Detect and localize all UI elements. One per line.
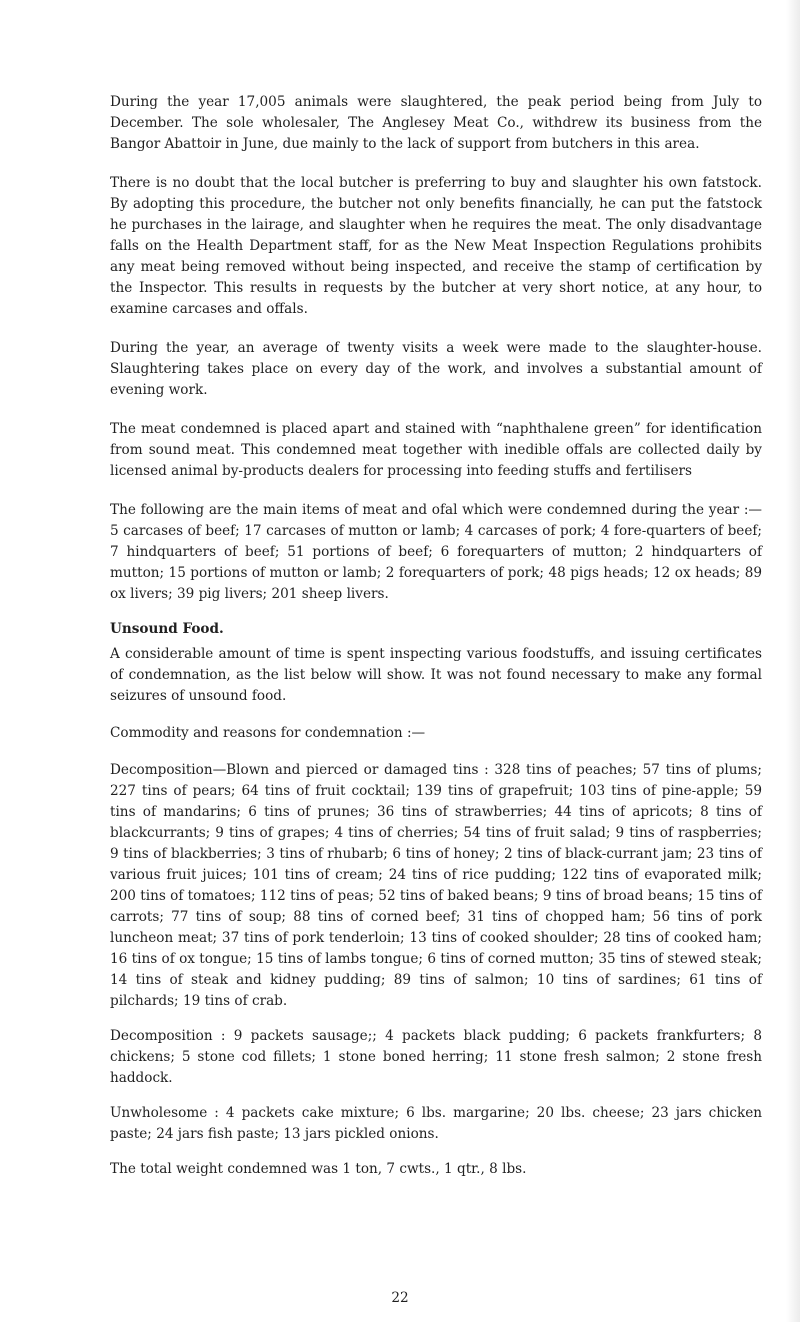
document-body <box>110 92 762 1180</box>
paragraph-visits: During the year, an average of twenty visits a week were made to the slaughter-house. Slaughtering takes place on every day of the work, and involves a substantial amount of evening work. <box>110 340 762 398</box>
paragraph-commodity-intro: Commodity and reasons for condemnation :— <box>110 725 426 741</box>
paragraph-decomposition-tins: Decomposition—Blown and pierced or damaged tins : 328 tins of peaches; 57 tins of plums; 227 tins of pears; 64 tins of fruit cocktail; 139 tins of grapefruit; 103 tins of pine-apple; 59 tins of mandarins; 6 tins of prunes; 36 tins of strawberries; 44 tins of apricots; 8 tins of blackcurrants; 9 tins of grapes; 4 tins of cherries; 54 tins of fruit salad; 9 tins of raspberries; 9 tins of blackberries; 3 tins of rhubarb; 6 tins of honey; 2 tins of black-currant jam; 23 tins of various fruit juices; 101 tins of cream; 24 tins of rice pudding; 122 tins of evaporated milk; 200 tins of tomatoes; 112 tins of peas; 52 tins of baked beans; 9 tins of broad beans; 15 tins of carrots; 77 tins of soup; 88 tins of corned beef; 31 tins of chopped ham; 56 tins of pork luncheon meat; 37 tins of pork tenderloin; 13 tins of cooked shoulder; 28 tins of cooked ham; 16 tins of ox tongue; 15 tins of lambs tongue; 6 tins of corned mutton; 35 tins of stewed steak; 14 tins of steak and kidney pudding; 89 tins of salmon; 10 tins of sardines; 61 tins of pilchards; 19 tins of crab. <box>110 762 762 1009</box>
page-number: 22 <box>391 1290 409 1306</box>
paragraph-local-butchers: There is no doubt that the local butcher is preferring to buy and slaughter his own fatstock. By adopting this procedure, the butcher not only benefits financially, he can put the fatstock he purchases in the lairage, and slaughter when he requires the meat. The only disadvantage falls on the Health Department staff, for as the New Meat Inspection Regulations prohibits any meat being removed without being inspected, and receive the stamp of certification by the Inspector. This results in requests by the butcher at very short notice, at any hour, to examine carcases and offals. <box>110 175 762 317</box>
paragraph-main-items: The following are the main items of meat and ofal which were condemned during the year :— 5 carcases of beef; 17 carcases of mutton or lamb; 4 carcases of pork; 4 fore-quarters of beef; 7 hindquarters of beef; 51 portions of beef; 6 forequarters of mutton; 2 hindquarters of mutton; 15 portions of mutton or lamb; 2 forequarters of pork; 48 pigs heads; 12 ox heads; 89 ox livers; 39 pig livers; 201 sheep livers. <box>110 502 762 602</box>
paragraph-decomposition-other: Decomposition : 9 packets sausage;; 4 packets black pudding; 6 packets frankfurters; 8 chickens; 5 stone cod fillets; 1 stone boned herring; 11 stone fresh salmon; 2 stone fresh haddock. <box>110 1028 762 1086</box>
paragraph-condemned-meat: The meat condemned is placed apart and stained with “naphthalene green” for identification from sound meat. This condemned meat together with inedible offals are collected daily by licensed animal by-products dealers for processing into feeding stuffs and fertilisers <box>110 421 762 479</box>
paragraph-inspection: A considerable amount of time is spent inspecting various foodstuffs, and issuing certificates of condemnation, as the list below will show. It was not found necessary to make any formal seizures of unsound food. <box>110 646 762 704</box>
paragraph-unwholesome: Unwholesome : 4 packets cake mixture; 6 lbs. margarine; 20 lbs. cheese; 23 jars chicken paste; 24 jars fish paste; 13 jars pickled onions. <box>110 1105 762 1142</box>
paragraph-slaughter-statistics: During the year 17,005 animals were slaughtered, the peak period being from July to December. The sole wholesaler, The Anglesey Meat Co., withdrew its business from the Bangor Abattoir in June, due mainly to the lack of support from butchers in this area. <box>110 94 762 152</box>
page-edge-shadow <box>786 0 800 1322</box>
paragraph-total-weight: The total weight condemned was 1 ton, 7 cwts., 1 qtr., 8 lbs. <box>110 1161 527 1177</box>
section-heading-unsound-food: Unsound Food. <box>110 621 224 637</box>
